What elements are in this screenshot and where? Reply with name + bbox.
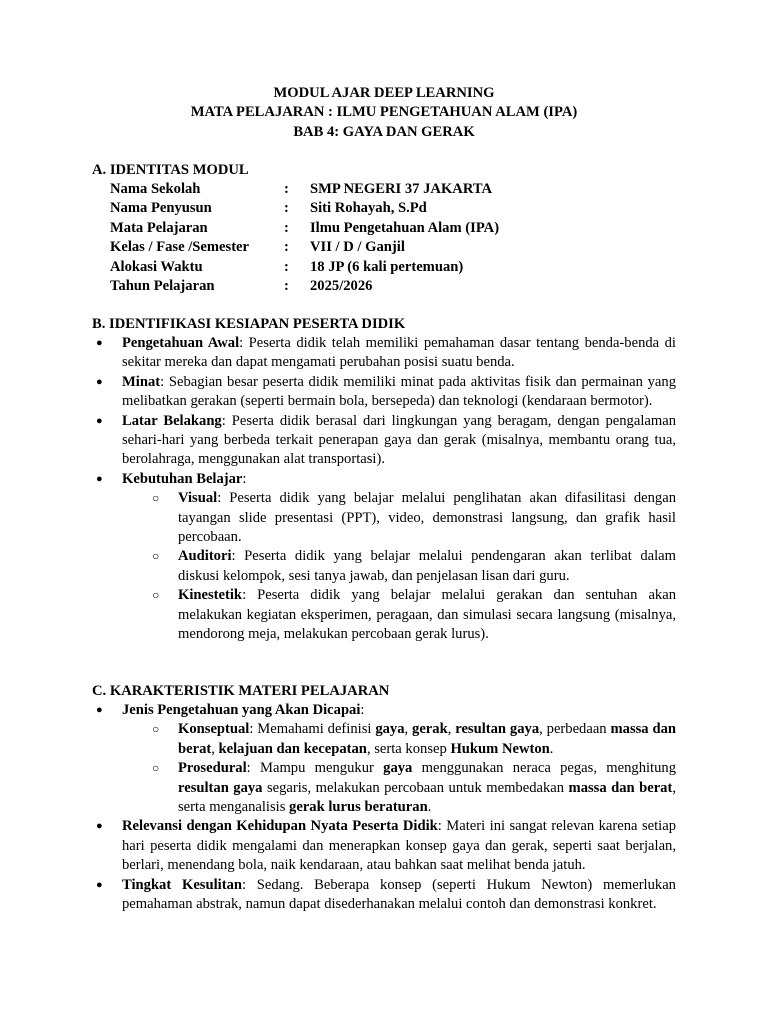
item-text: , [447, 721, 456, 738]
key-term: Hukum Newton [450, 740, 550, 757]
key-term: resultan gaya [455, 721, 540, 738]
identity-value: SMP NEGERI 37 JAKARTA [310, 181, 493, 197]
item-term: Kinestetik [178, 587, 243, 604]
item-text: . [427, 799, 432, 816]
item-text: : Memahami definisi [249, 721, 376, 738]
item-text: : Peserta didik telah memiliki pemahaman dasar tentang benda-benda di sekitar mereka dan dapat mengamati perubahan posisi suatu benda. [122, 335, 676, 371]
list-item [92, 876, 676, 915]
item-text: , [404, 721, 413, 738]
sub-list-item [152, 759, 676, 817]
key-term: kelajuan dan kecepatan [218, 740, 367, 757]
identity-row [110, 238, 499, 257]
identity-label: Mata Pelajaran [110, 219, 208, 236]
identity-value: 18 JP (6 kali pertemuan) [310, 258, 464, 275]
sub-list-item [152, 489, 676, 547]
key-term: gerak [412, 721, 448, 738]
item-term: Kebutuhan Belajar [122, 470, 243, 487]
item-term: Visual [178, 490, 218, 507]
knowledge-types-sublist [122, 720, 676, 817]
identity-label: Kelas / Fase /Semester [110, 239, 250, 256]
sub-list-item [152, 720, 676, 759]
item-text: : Peserta didik yang belajar melalui gerakan dan sentuhan akan melakukan kegiatan eksperimen, peragaan, dan simulasi secara langsung (misalnya, mendorong meja, melakukan percobaan gerak lurus). [178, 587, 676, 643]
identity-colon: : [284, 200, 289, 217]
identity-label: Tahun Pelajaran [110, 278, 215, 295]
item-term: Minat [122, 373, 161, 390]
section-b-heading: B. IDENTIFIKASI KESIAPAN PESERTA DIDIK [92, 316, 406, 332]
section-c-heading: C. KARAKTERISTIK MATERI PELAJARAN [92, 683, 390, 699]
material-list [92, 701, 676, 914]
document-title [0, 84, 768, 142]
identity-colon: : [284, 181, 289, 197]
item-text: : Sebagian besar peserta didik memiliki minat pada aktivitas fisik dan permainan yang melibatkan gerakan (seperti bermain bola, bersepeda) dan teknologi (kendaraan bermotor). [122, 373, 676, 410]
item-text: : Materi ini sangat relevan karena setiap hari peserta didik mengalami dan menerapkan konsep gaya dan gerak, seperti saat berjalan, berlari, menendang bola, naik kendaraan, atau bahkan saat melihat benda jatuh. [122, 818, 676, 874]
key-term: gaya [375, 721, 405, 738]
key-term: gerak lurus beraturan [289, 799, 428, 816]
list-item [92, 701, 676, 817]
list-item [92, 817, 676, 875]
sub-list-item [152, 586, 676, 644]
key-term: resultan gaya [178, 779, 263, 796]
list-item [92, 470, 676, 645]
identity-colon: : [284, 239, 289, 256]
identity-colon: : [284, 219, 289, 236]
identity-value: Ilmu Pengetahuan Alam (IPA) [310, 219, 500, 236]
item-term: Relevansi dengan Kehidupan Nyata Peserta Didik [122, 818, 438, 835]
item-term: Pengetahuan Awal [122, 335, 240, 351]
item-text: : [360, 702, 365, 718]
identity-row [110, 258, 499, 277]
item-term: Auditori [178, 548, 232, 565]
item-text: : Peserta didik yang belajar melalui penglihatan akan difasilitasi dengan tayangan slide presentasi (PPT), video, demonstrasi langsung, dan grafik hasil percobaan. [178, 490, 676, 546]
title-line-2: MATA PELAJARAN : ILMU PENGETAHUAN ALAM (IPA) [190, 104, 578, 121]
identity-colon: : [284, 258, 289, 275]
item-text: : Sedang. Beberapa konsep (seperti Hukum Newton) memerlukan pemahaman abstrak, namun dapat disederhanakan melalui contoh dan demonstrasi konkret. [122, 876, 676, 913]
learning-needs-sublist [122, 489, 676, 644]
list-item [92, 373, 676, 412]
identity-row [110, 180, 499, 199]
item-text: . [549, 740, 554, 757]
key-term: gaya [383, 760, 413, 777]
item-text: : Mampu mengukur [246, 760, 384, 777]
list-item [92, 412, 676, 470]
section-a-heading: A. IDENTITAS MODUL [92, 162, 249, 178]
identity-value: Siti Rohayah, S.Pd [310, 200, 427, 217]
title-line-3: BAB 4: GAYA DAN GERAK [293, 123, 475, 140]
identity-label: Nama Penyusun [110, 200, 212, 217]
identity-table [110, 180, 499, 296]
identity-colon: : [284, 278, 289, 295]
identity-value: VII / D / Ganjil [310, 239, 405, 256]
item-text: : [242, 470, 247, 487]
identity-label: Alokasi Waktu [110, 258, 203, 275]
readiness-list [92, 334, 676, 645]
list-item [92, 334, 676, 373]
identity-row [110, 199, 499, 218]
item-text: , [211, 740, 219, 757]
item-term: Konseptual [178, 721, 250, 738]
item-term: Jenis Pengetahuan yang Akan Dicapai [122, 702, 361, 718]
item-text: , perbedaan [539, 721, 611, 738]
item-text: segaris, melakukan percobaan untuk membedakan [262, 779, 569, 796]
key-term: massa dan berat [178, 721, 677, 757]
title-line-1: MODUL AJAR DEEP LEARNING [273, 85, 495, 101]
item-text: : Peserta didik yang belajar melalui pendengaran akan terlibat dalam diskusi kelompok, sesi tanya jawab, dan penjelasan lisan dari guru. [178, 548, 676, 584]
identity-row [110, 277, 499, 296]
item-text: : Peserta didik berasal dari lingkungan yang beragam, dengan pengalaman sehari-hari yang berbeda terkait penerapan gaya dan gerak (misalnya, membantu orang tua, berolahraga, menggunakan alat transportasi). [122, 412, 676, 468]
item-term: Prosedural [178, 760, 247, 777]
identity-row [110, 219, 499, 238]
item-text: menggunakan neraca pegas, menghitung [412, 760, 676, 777]
item-text: , serta konsep [366, 740, 451, 757]
item-term: Latar Belakang [122, 412, 222, 429]
sub-list-item [152, 547, 676, 586]
key-term: massa dan berat [568, 779, 673, 796]
item-term: Tingkat Kesulitan [122, 876, 242, 893]
item-text: , serta menganalisis [178, 779, 677, 816]
identity-label: Nama Sekolah [110, 181, 201, 197]
identity-value: 2025/2026 [310, 278, 373, 295]
